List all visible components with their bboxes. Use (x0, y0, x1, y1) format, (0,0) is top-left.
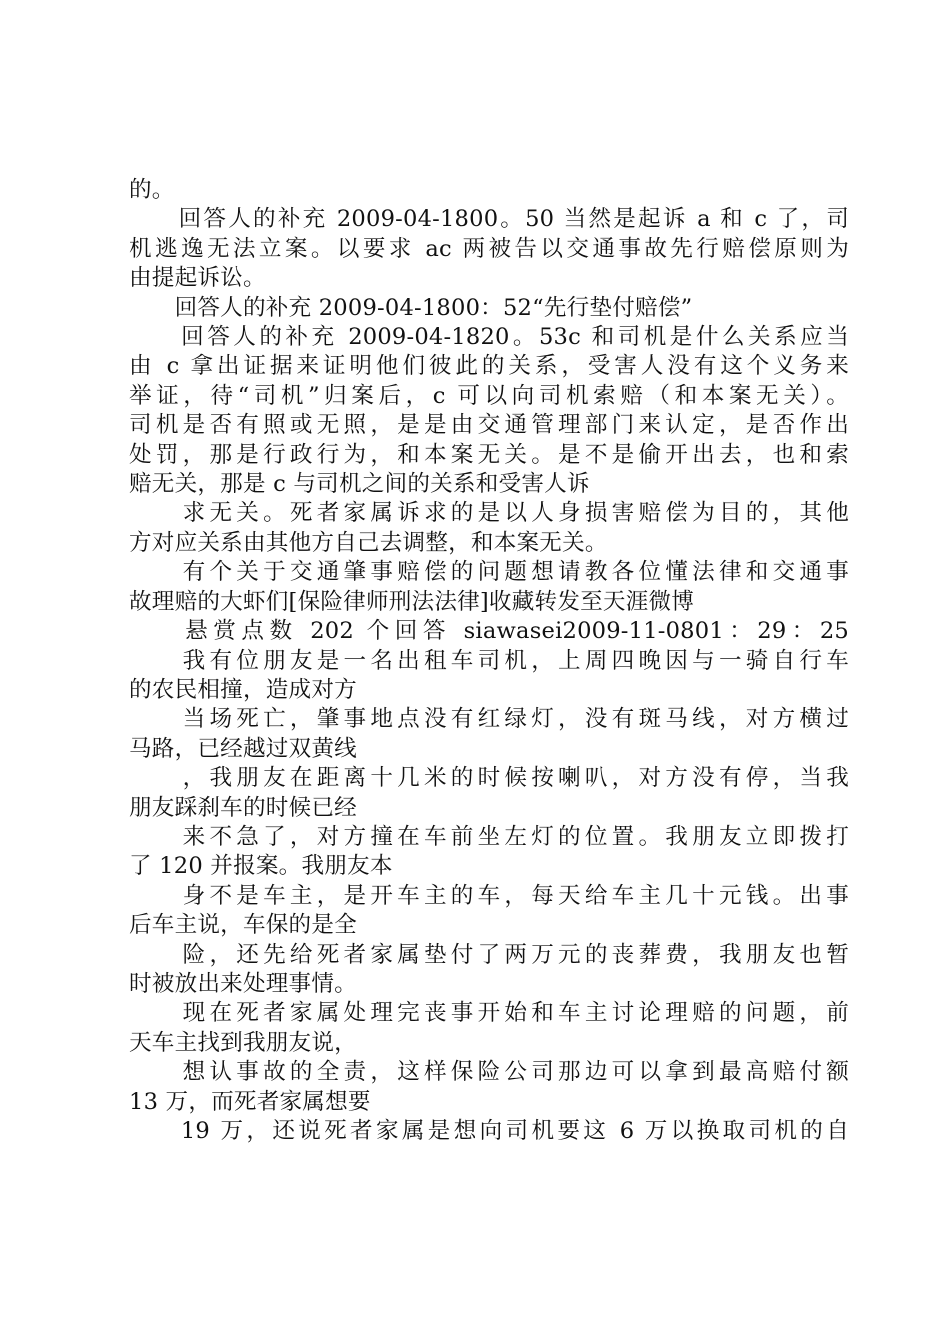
text-line: 当场死亡，肇事地点没有红绿灯，没有斑马线，对方横过 (129, 706, 849, 733)
text-line: 朋友踩刹车的时候已经 (129, 794, 357, 821)
text-line: 天车主找到我朋友说， (129, 1029, 357, 1056)
text-line: 了 120 并报案。我朋友本 (129, 853, 393, 880)
text-line: 现在死者家属处理完丧事开始和车主讨论理赔的问题，前 (129, 1000, 849, 1027)
text-line: 处罚，那是行政行为，和本案无关。是不是偷开出去，也和索 (129, 441, 849, 468)
text-line: 我有位朋友是一名出租车司机，上周四晚因与一骑自行车 (129, 647, 849, 674)
text-line: 赔无关，那是 c 与司机之间的关系和受害人诉 (129, 471, 590, 498)
text-line: 司机是否有照或无照，是是由交通管理部门来认定，是否作出 (129, 412, 849, 439)
document-body (129, 176, 849, 1146)
text-line: 时被放出来处理事情。 (129, 970, 357, 997)
text-line: ，我朋友在距离十几米的时候按喇叭，对方没有停，当我 (129, 765, 849, 792)
text-line: 想认事故的全责，这样保险公司那边可以拿到最高赔付额 (129, 1059, 849, 1086)
text-line: 后车主说，车保的是全 (129, 912, 357, 939)
text-line: 回答人的补充 2009-04-1820。53c 和司机是什么关系应当 (129, 324, 849, 351)
text-line: 19 万，还说死者家属是想向司机要这 6 万以换取司机的自 (129, 1118, 849, 1144)
text-line: 身不是车主，是开车主的车，每天给车主几十元钱。出事 (129, 882, 849, 909)
text-line: 马路，已经越过双黄线 (129, 735, 357, 762)
text-line: 故理赔的大虾们[保险律师刑法法律]收藏转发至天涯微博 (129, 588, 695, 615)
text-line: 来不急了，对方撞在车前坐左灯的位置。我朋友立即拨打 (129, 823, 849, 850)
text-line: 方对应关系由其他方自己去调整，和本案无关。 (129, 529, 608, 556)
text-line: 险，还先给死者家属垫付了两万元的丧葬费，我朋友也暂 (129, 941, 849, 968)
text-line: 举证，待“司机”归案后，c 可以向司机索赔（和本案无关）。 (129, 382, 849, 409)
text-line: 求无关。死者家属诉求的是以人身损害赔偿为目的，其他 (129, 500, 849, 527)
text-line: 悬赏点数 202 个回答 siawasei2009-11-0801：29：25 (129, 618, 849, 645)
text-line: 由提起诉讼。 (129, 265, 266, 292)
text-line: 的农民相撞，造成对方 (129, 676, 357, 703)
text-line: 由 c 拿出证据来证明他们彼此的关系，受害人没有这个义务来 (129, 353, 849, 380)
text-line: 有个关于交通肇事赔偿的问题想请教各位懂法律和交通事 (129, 559, 849, 586)
text-line: 的。 (129, 177, 175, 203)
text-line: 机逃逸无法立案。以要求 ac 两被告以交通事故先行赔偿原则为 (129, 235, 849, 262)
text-line: 回答人的补充 2009-04-1800：52“先行垫付赔偿” (129, 294, 693, 321)
text-line: 回答人的补充 2009-04-1800。50 当然是起诉 a 和 c 了，司 (129, 206, 849, 233)
text-line: 13 万，而死者家属想要 (129, 1088, 371, 1115)
